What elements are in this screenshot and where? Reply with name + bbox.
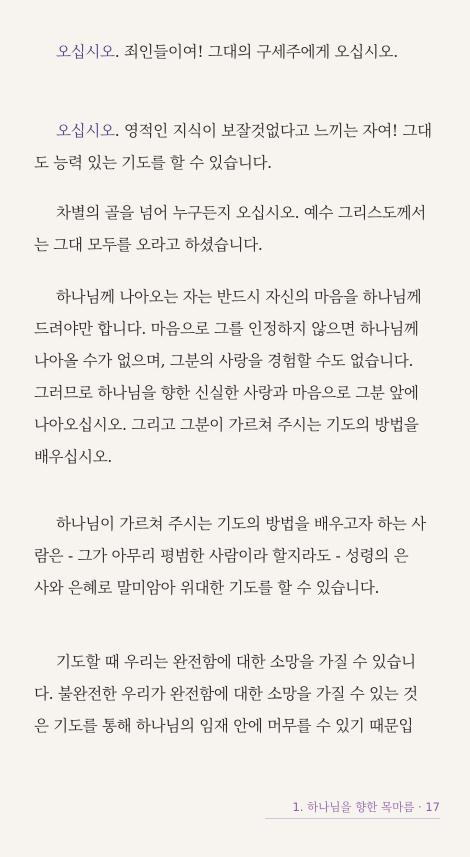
paragraph-line: 나아오십시오. 그리고 그분이 가르쳐 주시는 기도의 방법을	[34, 416, 419, 434]
paragraph-5	[34, 508, 434, 604]
paragraph-line	[34, 36, 434, 68]
paragraph-4	[34, 281, 434, 473]
line-text: . 죄인들이여! 그대의 구세주에게 오십시오.	[114, 43, 398, 61]
footer-rule	[265, 818, 440, 819]
paragraph-line: 차별의 골을 넘어 누구든지 오십시오. 예수 그리스도께서	[56, 204, 426, 222]
paragraph-1	[34, 36, 434, 68]
emphasis-word: 오십시오	[56, 122, 115, 140]
paragraph-line: 기도할 때 우리는 완전함에 대한 소망을 가질 수 있습니	[56, 653, 416, 671]
page-number: 17	[425, 800, 440, 814]
paragraph-line: 는 그대 모두를 오라고 하셨습니다.	[34, 236, 263, 254]
chapter-title: 1. 하나님을 향한 목마름	[292, 800, 415, 814]
emphasis-word: 오십시오	[56, 43, 115, 61]
paragraph-line: 은 기도를 통해 하나님의 임재 안에 머무를 수 있기 때문입	[34, 717, 414, 735]
paragraph-line: 그러므로 하나님을 향한 신실한 사랑과 마음으로 그분 앞에	[34, 384, 419, 402]
line-text: . 영적인 지식이 보잘것없다고 느끼는 자여! 그대	[114, 122, 432, 140]
paragraph-2	[34, 115, 434, 179]
page-footer	[292, 799, 440, 815]
paragraph-line: 배우십시오.	[34, 448, 112, 466]
paragraph-6	[34, 646, 434, 742]
paragraph-line: 도 능력 있는 기도를 할 수 있습니다.	[34, 154, 272, 172]
paragraph-line: 람은 - 그가 아무리 평범한 사람이라 할지라도 - 성령의 은	[34, 547, 409, 565]
footer-separator: ·	[418, 800, 426, 814]
paragraph-line	[34, 115, 434, 147]
paragraph-line: 하나님이 가르쳐 주시는 기도의 방법을 배우고자 하는 사	[56, 515, 426, 533]
paragraph-line: 사와 은혜로 말미암아 위대한 기도를 할 수 있습니다.	[34, 579, 380, 597]
paragraph-line: 드려야만 합니다. 마음으로 그를 인정하지 않으면 하나님께	[34, 320, 419, 338]
paragraph-line: 다. 불완전한 우리가 완전함에 대한 소망을 가질 수 있는 것	[34, 685, 418, 703]
paragraph-line: 나아올 수가 없으며, 그분의 사랑을 경험할 수도 없습니다.	[34, 352, 414, 370]
paragraph-3	[34, 197, 434, 261]
paragraph-line: 하나님께 나아오는 자는 반드시 자신의 마음을 하나님께	[56, 288, 422, 306]
